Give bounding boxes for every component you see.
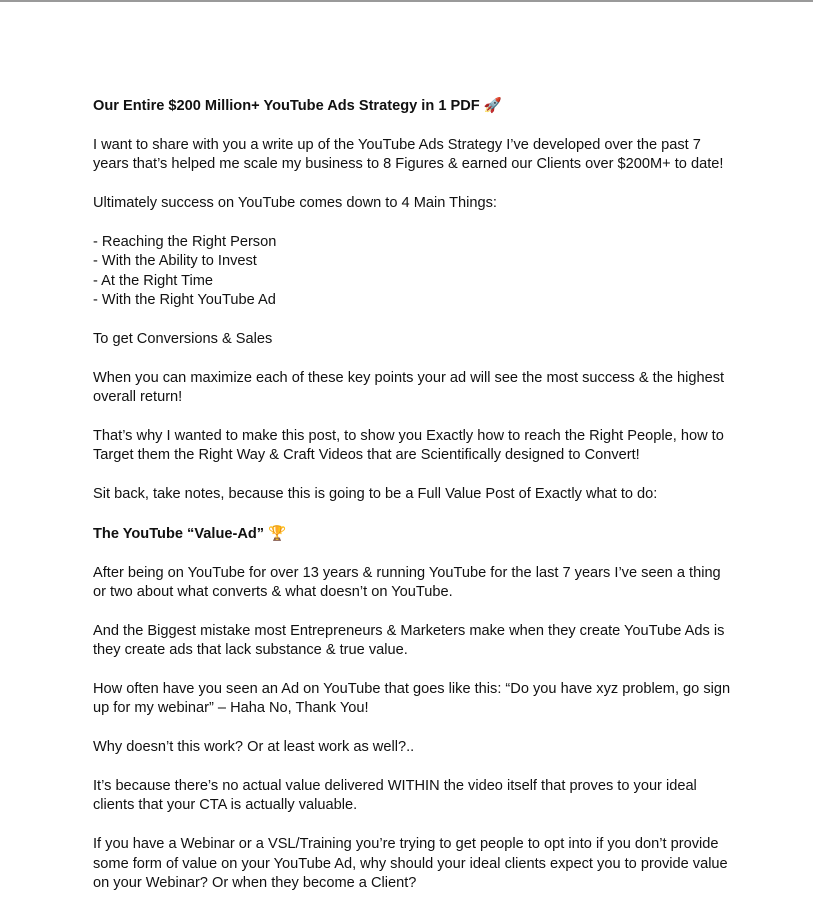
trophy-icon: 🏆 bbox=[268, 524, 287, 542]
paragraph-because: It’s because there’s no actual value delivered WITHIN the video itself that proves to your ideal clients that your CTA is actually valuable. bbox=[93, 778, 697, 814]
paragraph-why-post: That’s why I wanted to make this post, to show you Exactly how to reach the Right People, how to Target them the Right Way & Craft Videos that are Scientifically designed to Convert! bbox=[93, 427, 724, 464]
list-item: - Reaching the Right Person bbox=[93, 233, 277, 250]
list-item: - With the Right YouTube Ad bbox=[93, 292, 276, 309]
paragraph-mistake: And the Biggest mistake most Entrepreneurs & Marketers make when they create YouTube Ads is they create ads that lack substance & true value. bbox=[93, 622, 725, 659]
paragraph-ultimately: Ultimately success on YouTube comes down to 4 Main Things: bbox=[93, 195, 497, 211]
main-things-list bbox=[93, 233, 733, 311]
heading-value-ad-text: The YouTube “Value-Ad” bbox=[93, 525, 265, 542]
paragraph-sit-back: Sit back, take notes, because this is going to be a Full Value Post of Exactly what to do: bbox=[93, 486, 658, 503]
list-item: - With the Ability to Invest bbox=[93, 253, 257, 270]
list-item: - At the Right Time bbox=[93, 272, 214, 289]
heading-strategy-text: Our Entire $200 Million+ YouTube Ads Strategy in 1 PDF bbox=[93, 98, 480, 114]
paragraph-webinar: If you have a Webinar or a VSL/Training you’re trying to get people to opt into if you don’t provide some form of value on your YouTube Ad, why should your ideal clients expect you to provide value on your Webinar? Or when they become a Client? bbox=[93, 836, 728, 892]
paragraph-why-doesnt: Why doesn’t this work? Or at least work as well?.. bbox=[93, 739, 415, 756]
paragraph-how-often: How often have you seen an Ad on YouTube that goes like this: “Do you have xyz problem, go sign up for my webinar” – Haha No, Thank You! bbox=[93, 681, 731, 717]
paragraph-after: After being on YouTube for over 13 years & running YouTube for the last 7 years I’ve seen a thing or two about what converts & what doesn’t on YouTube. bbox=[93, 564, 721, 601]
paragraph-intro: I want to share with you a write up of the YouTube Ads Strategy I’ve developed over the past 7 years that’s helped me scale my business to 8 Figures & earned our Clients over $200M+ to date! bbox=[93, 136, 724, 173]
document-heading-value-ad bbox=[93, 524, 733, 544]
paragraph-conversions: To get Conversions & Sales bbox=[93, 330, 273, 347]
rocket-icon: 🚀 bbox=[483, 97, 502, 114]
paragraph-maximize: When you can maximize each of these key points your ad will see the most success & the highest overall return! bbox=[93, 369, 725, 406]
page-top-border bbox=[0, 0, 813, 2]
document-heading-strategy bbox=[93, 96, 733, 116]
document-page bbox=[93, 96, 733, 913]
